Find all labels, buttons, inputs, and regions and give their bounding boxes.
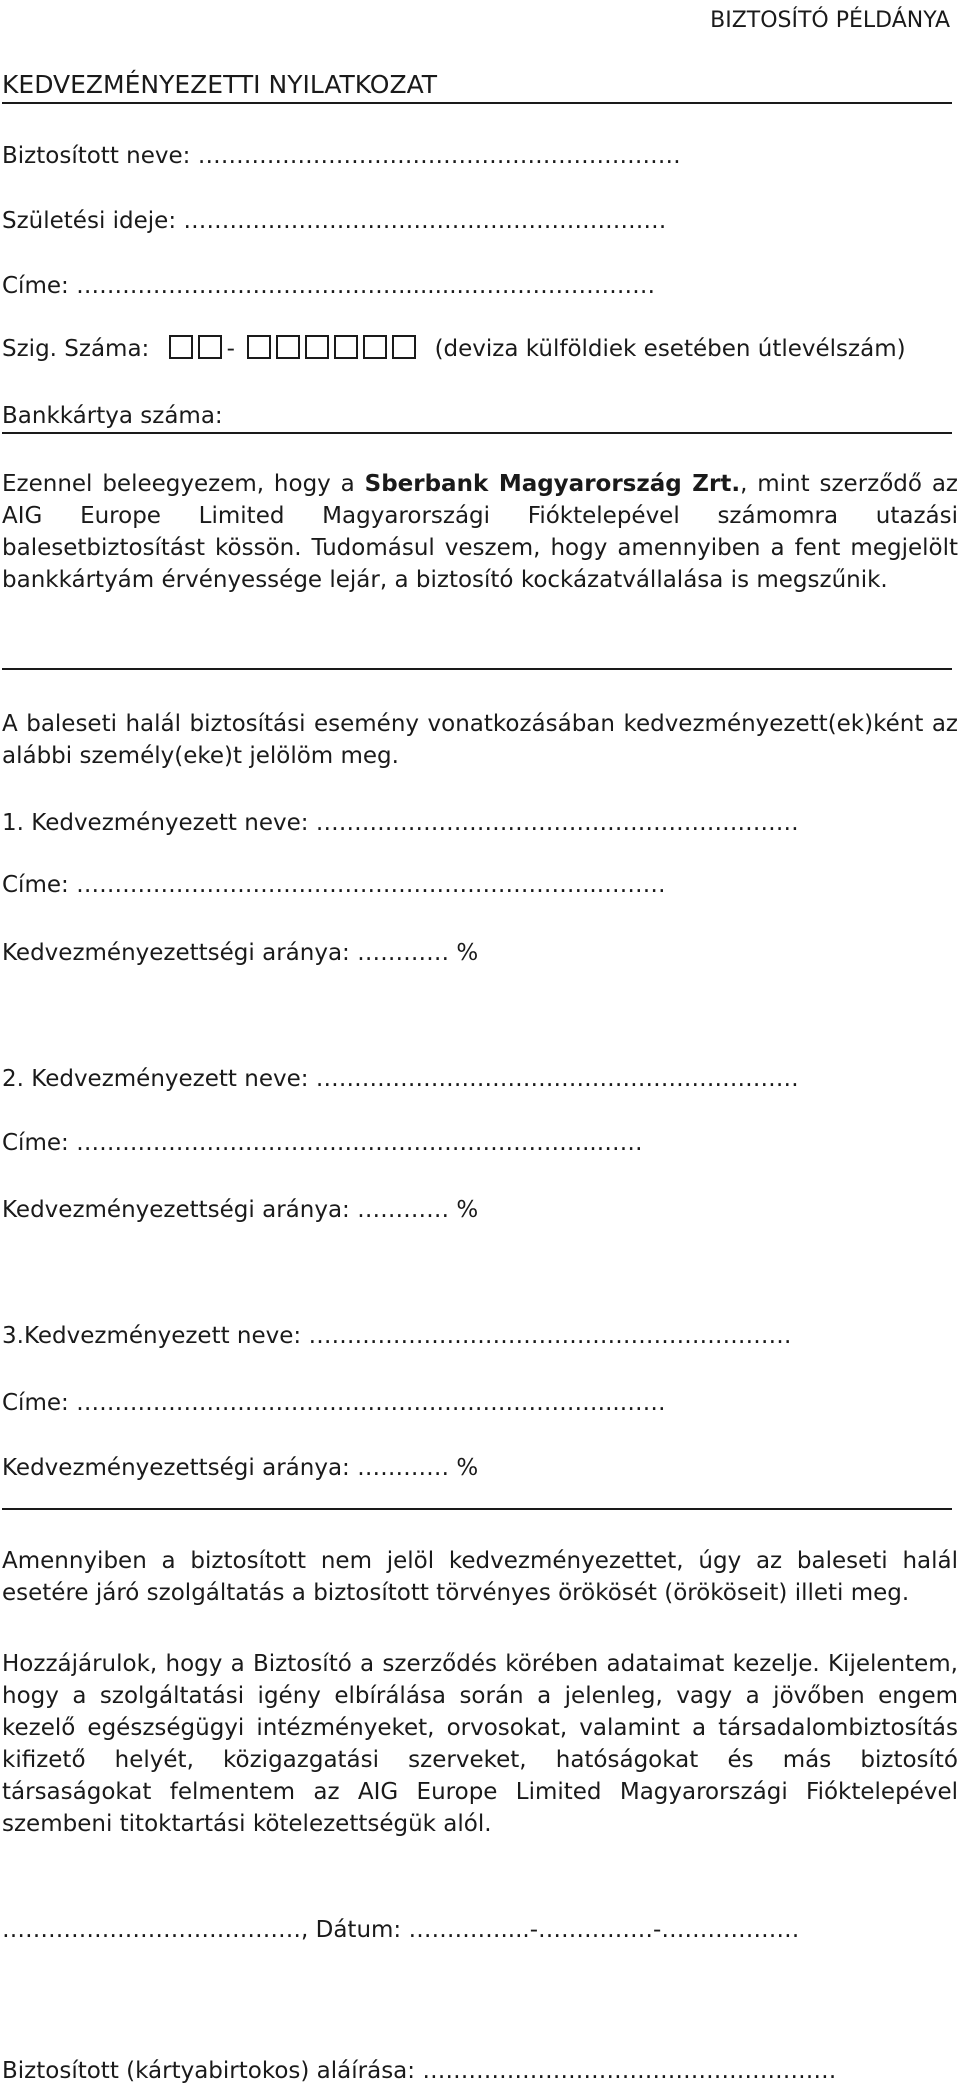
beneficiary-intro: A baleseti halál biztosítási esemény vonatkozásában kedvezményezett(ek)ként az alábbi személy(eke)t jelölöm meg. (2, 711, 958, 769)
copy-label: BIZTOSÍTÓ PÉLDÁNYA (710, 8, 950, 33)
insured-name-field[interactable]: Biztosított neve: ……………………………………………………… (2, 143, 681, 169)
id-prefix-boxes[interactable] (169, 335, 227, 362)
id-char-box[interactable] (198, 335, 222, 359)
bank-name: Sberbank Magyarország Zrt. (364, 471, 741, 497)
bank-card-field[interactable] (2, 432, 952, 434)
id-char-box[interactable] (276, 335, 300, 359)
beneficiary-3-name-field[interactable]: 3.Kedvezményezett neve: ……………………………………………………… (2, 1323, 792, 1349)
beneficiary-2-address-field[interactable]: Címe: …………………………………………………………..…… (2, 1130, 643, 1156)
id-number-boxes[interactable] (240, 336, 429, 362)
section-divider (2, 668, 952, 670)
id-char-box[interactable] (363, 335, 387, 359)
no-beneficiary-clause: Amennyiben a biztosított nem jelöl kedvezményezettet, úgy az baleseti halál esetére járó szolgáltatás a biztosított törvényes örökösét (örököseit) illeti meg. (2, 1548, 958, 1606)
beneficiary-3-ratio-field[interactable]: Kedvezményezettségi aránya: ………… % (2, 1455, 479, 1481)
id-char-box[interactable] (334, 335, 358, 359)
id-char-box[interactable] (392, 335, 416, 359)
beneficiary-2-name-field[interactable]: 2. Kedvezményezett neve: ……………………………………………………… (2, 1066, 799, 1092)
insured-address-field[interactable]: Címe: ……………………………………..........…………………… (2, 273, 656, 299)
beneficiary-1-name-field[interactable]: 1. Kedvezményezett neve: ……………………………………………………… (2, 810, 799, 836)
section-divider (2, 1508, 952, 1510)
signature-field[interactable]: Biztosított (kártyabirtokos) aláírása: ……………………………………………… (2, 2058, 837, 2084)
id-char-box[interactable] (247, 335, 271, 359)
id-number-row (2, 335, 906, 362)
id-dash: - (226, 336, 235, 362)
beneficiary-1-address-field[interactable]: Címe: …………………………………………………………..……… (2, 872, 666, 898)
id-number-label: Szig. Száma: (2, 336, 150, 362)
title-rule (2, 102, 952, 104)
id-number-note: (deviza külföldiek esetében útlevélszám) (434, 336, 906, 362)
beneficiary-3-address-field[interactable]: Címe: ……………………………………………………………..…… (2, 1390, 666, 1416)
consent-paragraph: Ezennel beleegyezem, hogy a Sberbank Magyarország Zrt., mint szerződő az AIG Europe Limited Magyarországi Fióktelepével számomra utazási balesetbiztosítást kössön. Tudomásul veszem, hogy amennyiben a fent megjelölt bankkártyám érvényessége lejár, a biztosító kockázatvállalása is megszűnik. (2, 471, 959, 593)
id-char-box[interactable] (169, 335, 193, 359)
document-title: KEDVEZMÉNYEZETTI NYILATKOZAT (2, 70, 438, 99)
id-char-box[interactable] (305, 335, 329, 359)
bank-card-label: Bankkártya száma: (2, 403, 223, 429)
place-date-field[interactable]: …………………………………, Dátum: …………....-……………-……………… (2, 1917, 800, 1943)
data-consent-clause: Hozzájárulok, hogy a Biztosító a szerződés körében adataimat kezelje. Kijelentem, hogy a szolgáltatási igény elbírálása során a jelenleg, vagy a jövőben engem kezelő egészségügyi intézményeket, orvosokat, valamint a társadalombiztosítás kifizető helyét, közigazgatási szerveket, hatóságokat és más biztosító társaságokat felmentem az AIG Europe Limited Magyarországi Fióktelepével szembeni titoktartási kötelezettségük alól. (2, 1651, 958, 1837)
beneficiary-1-ratio-field[interactable]: Kedvezményezettségi aránya: ………… % (2, 940, 479, 966)
birth-date-field[interactable]: Születési ideje: ……………………………………………………… (2, 208, 667, 234)
beneficiary-2-ratio-field[interactable]: Kedvezményezettségi aránya: ………… % (2, 1197, 479, 1223)
